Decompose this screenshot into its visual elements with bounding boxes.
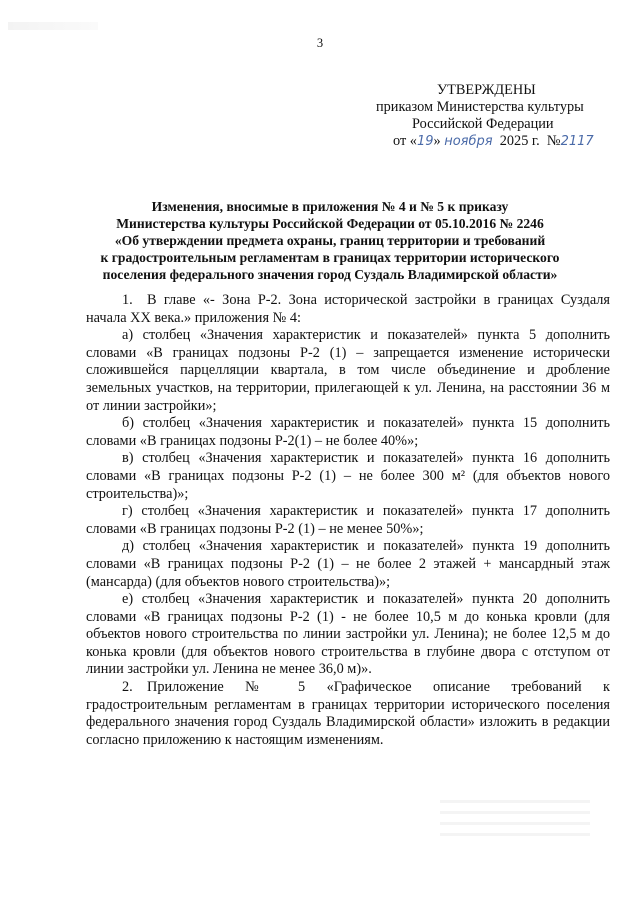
handwritten-number: 2117: [560, 134, 594, 149]
paragraph-1a: а) столбец «Значения характеристик и показателей» пункта 5 дополнить словами «В границах подзоны Р-2 (1) – запрещается изменение исторически сложившейся парцелляции квартала, в том числе объединение и дробление земельных участков, на территории, прилегающей к ул. Ленина, на расстоянии 36 м от линии застройки»;: [86, 327, 610, 414]
approval-date-line: [393, 133, 594, 150]
title-line: «Об утверждении предмета охраны, границ территории и требований: [114, 233, 546, 248]
approval-line2: Российской Федерации: [412, 116, 554, 132]
approval-line1: приказом Министерства культуры: [376, 99, 584, 115]
scan-artifact: [440, 800, 590, 840]
title-line: Министерства культуры Российской Федерации от 05.10.2016 № 2246: [116, 216, 544, 231]
title-line: Изменения, вносимые в приложения № 4 и № 5 к приказу: [151, 199, 509, 214]
paragraph-1v: в) столбец «Значения характеристик и показателей» пункта 16 дополнить словами «В границах подзоны Р-2 (1) – не более 300 м² (для объектов нового строительства)»;: [86, 450, 610, 502]
document-body: [86, 292, 610, 749]
document-title: [50, 198, 610, 283]
paragraph-1d: д) столбец «Значения характеристик и показателей» пункта 19 дополнить словами «В границах подзоны Р-2 (1) – не более 2 этажей + мансардный этаж (мансарда) (для объектов нового строительства)»;: [86, 538, 610, 590]
approval-heading: УТВЕРЖДЕНЫ: [437, 82, 536, 98]
handwritten-day: 19: [416, 134, 434, 149]
handwritten-month: ноября: [444, 134, 493, 149]
date-year: 2025 г.: [499, 133, 540, 149]
date-prefix: от «: [393, 133, 417, 149]
date-quote-close: »: [433, 133, 441, 149]
paragraph-2: 2. Приложение № 5 «Графическое описание требований к градостроительным регламентам в границах территории исторического поселения федерального значения город Суздаль Владимирской области» изложить в редакции согласно приложению к настоящим изменениям.: [86, 679, 610, 748]
title-line: поселения федерального значения город Суздаль Владимирской области»: [102, 267, 558, 282]
number-sign: №: [546, 133, 561, 149]
paragraph-1b: б) столбец «Значения характеристик и показателей» пункта 15 дополнить словами «В границах подзоны Р-2(1) – не более 40%»;: [86, 415, 610, 449]
page-number: 3: [316, 36, 324, 50]
paragraph-1: 1. В главе «- Зона Р-2. Зона исторической застройки в границах Суздаля начала XX века.» приложения № 4:: [86, 292, 610, 326]
scan-artifact: [8, 22, 98, 30]
title-line: к градостроительным регламентам в границах территории исторического: [100, 250, 560, 265]
paragraph-1e: е) столбец «Значения характеристик и показателей» пункта 20 дополнить словами «В границах подзоны Р-2 (1) - не более 10,5 м до конька кровли (для объектов нового строительства по линии застройки ул. Ленина); не более 12,5 м до конька кровли (для объектов нового строительства в глубине двора с отступом от линии застройки ул. Ленина не менее 36,0 м)».: [86, 591, 610, 678]
paragraph-1g: г) столбец «Значения характеристик и показателей» пункта 17 дополнить словами «В границах подзоны Р-2 (1) – не менее 50%»;: [86, 503, 610, 537]
